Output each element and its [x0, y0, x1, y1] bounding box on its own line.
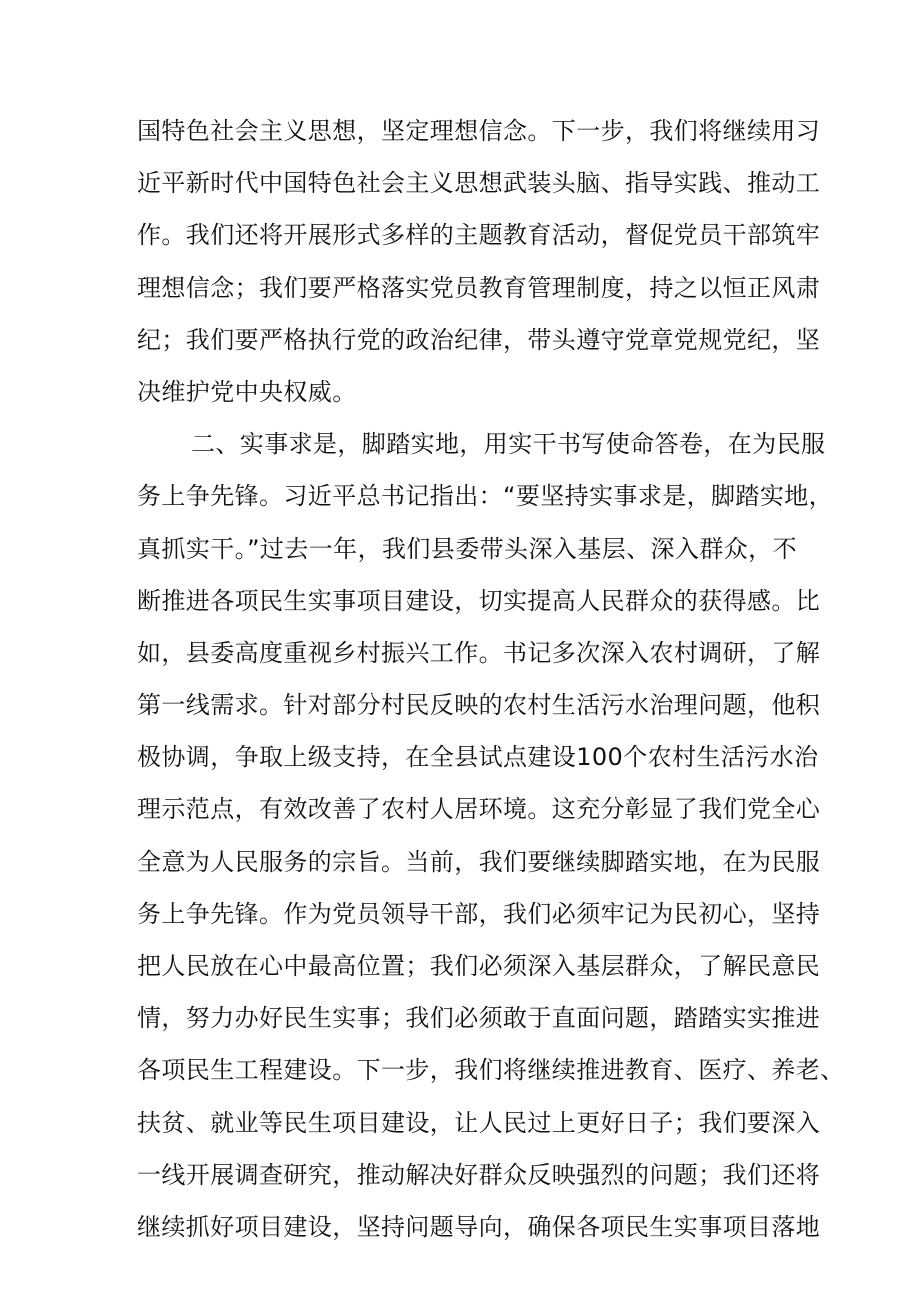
body-text [137, 105, 845, 1253]
text-line: 各项民生工程建设。下一步，我们将继续推进教育、医疗、养老、 [137, 1056, 845, 1085]
text-line: 断推进各项民生实事项目建设，切实提高人民群众的获得感。比 [137, 586, 821, 615]
text-line: 情，努力办好民生实事；我们必须敢于直面问题，踏踏实实推进 [137, 1004, 821, 1033]
text-line: 纪；我们要严格执行党的政治纪律，带头遵守党章党规党纪，坚 [137, 325, 821, 354]
text-line: 真抓实干。”过去一年，我们县委带头深入基层、深入群众，不 [137, 534, 797, 563]
text-line: 理示范点，有效改善了农村人居环境。这充分彰显了我们党全心 [137, 795, 821, 824]
text-line: 极协调，争取上级支持，在全县试点建设100个农村生活污水治 [137, 743, 819, 772]
text-line: 如，县委高度重视乡村振兴工作。书记多次深入农村调研，了解 [137, 638, 821, 667]
text-line: 决维护党中央权威。 [137, 377, 357, 406]
text-line: 理想信念；我们要严格落实党员教育管理制度，持之以恒正风肃 [137, 273, 821, 302]
text-line: 作。我们还将开展形式多样的主题教育活动，督促党员干部筑牢 [137, 221, 821, 250]
text-line: 近平新时代中国特色社会主义思想武装头脑、指导实践、推动工 [137, 169, 821, 198]
text-line: 全意为人民服务的宗旨。当前，我们要继续脚踏实地，在为民服 [137, 847, 821, 876]
section-heading-line: 二、实事求是，脚踏实地，用实干书写使命答卷，在为民服 [191, 430, 826, 459]
text-line: 扶贫、就业等民生项目建设，让人民过上更好日子；我们要深入 [137, 1108, 821, 1137]
text-line: 继续抓好项目建设，坚持问题导向，确保各项民生实事项目落地 [137, 1212, 821, 1241]
text-line: 国特色社会主义思想，坚定理想信念。下一步，我们将继续用习 [137, 117, 821, 145]
text-line: 务上争先锋。习近平总书记指出：“要坚持实事求是，脚踏实地， [137, 482, 834, 511]
text-line: 一线开展调查研究，推动解决好群众反映强烈的问题；我们还将 [137, 1160, 821, 1189]
text-line: 务上争先锋。作为党员领导干部，我们必须牢记为民初心，坚持 [137, 899, 821, 928]
text-line: 第一线需求。针对部分村民反映的农村生活污水治理问题，他积 [137, 691, 821, 720]
text-line: 把人民放在心中最高位置；我们必须深入基层群众，了解民意民 [137, 952, 821, 980]
